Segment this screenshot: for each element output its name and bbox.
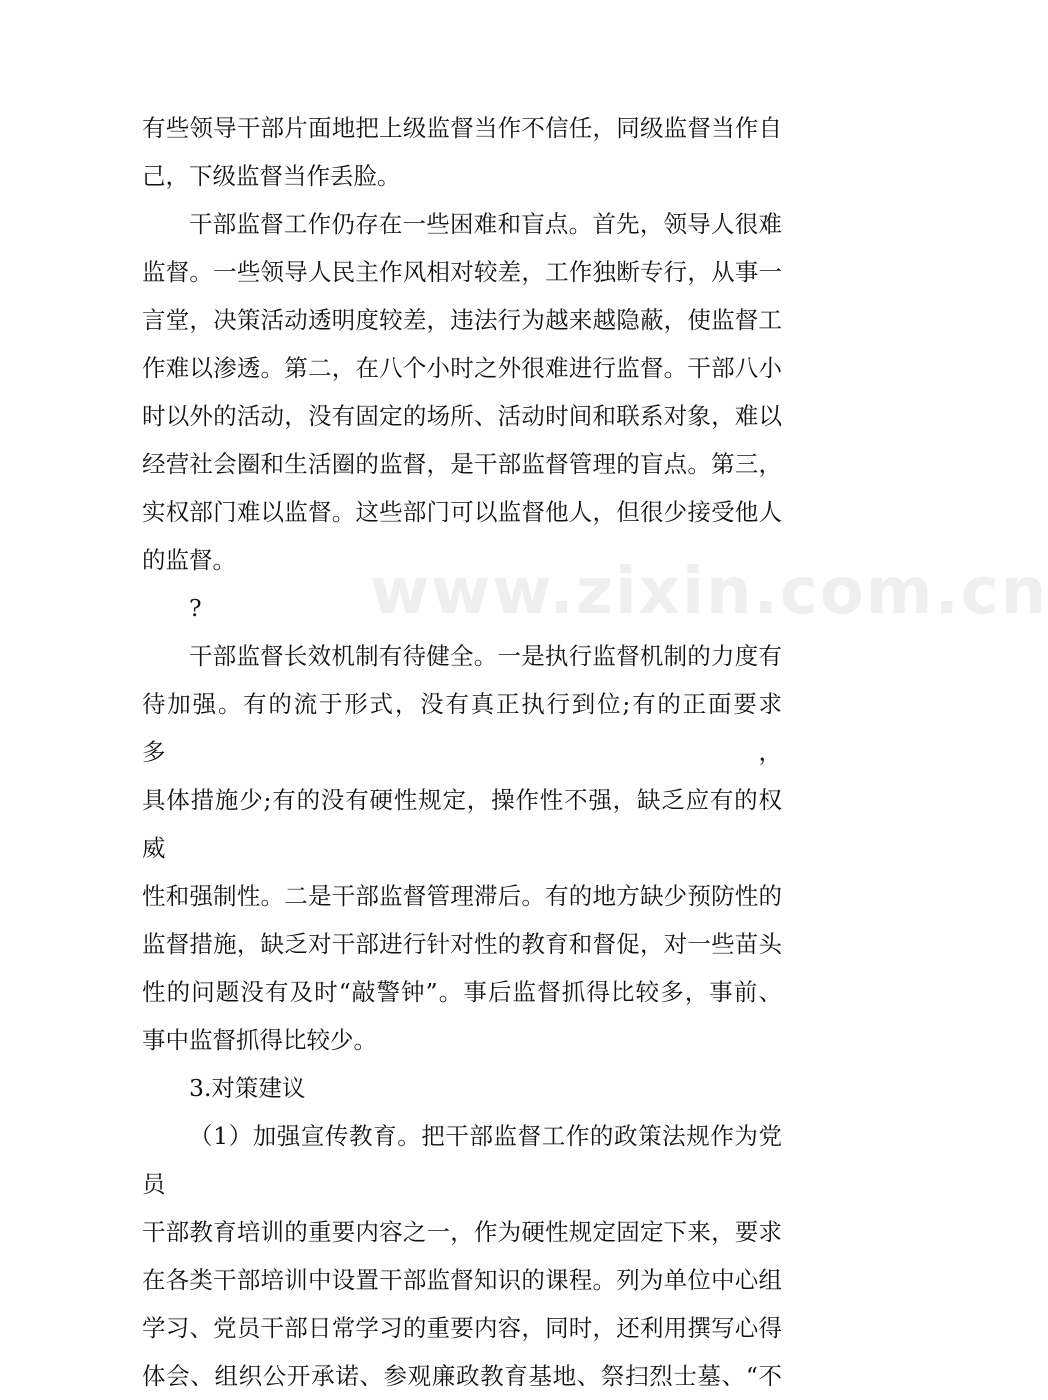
document-body (142, 104, 782, 1400)
text-line: 监督。一些领导人民主作风相对较差，工作独断专行，从事一 (142, 258, 782, 286)
text-line: 作难以渗透。第二，在八个小时之外很难进行监督。干部八小 (142, 354, 782, 382)
paragraph-start-line: 干部监督长效机制有待健全。一是执行监督机制的力度有 (189, 642, 782, 670)
text-line: 有些领导干部片面地把上级监督当作不信任，同级监督当作自 (142, 114, 782, 142)
text-line: 时以外的活动，没有固定的场所、活动时间和联系对象，难以 (142, 402, 782, 430)
text-line: 的监督。 (142, 546, 236, 574)
text-line: 实权部门难以监督。这些部门可以监督他人，但很少接受他人 (142, 498, 782, 526)
text-line: 监督措施，缺乏对干部进行针对性的教育和督促，对一些苗头 (142, 930, 782, 958)
text-line: 体会、组织公开承诺、参观廉政教育基地、祭扫烈士墓、“不 (142, 1362, 782, 1390)
text-line: 己，下级监督当作丢脸。 (142, 162, 401, 190)
text-line: 干部教育培训的重要内容之一，作为硬性规定固定下来，要求 (142, 1218, 782, 1246)
section-heading: 3.对策建议 (189, 1074, 306, 1102)
paragraph-start-line: （1）加强宣传教育。把干部监督工作的政策法规作为党员 (142, 1122, 782, 1198)
watermark: www.zixin.com.cn (370, 555, 1048, 629)
paragraph-start-line: 干部监督工作仍存在一些困难和盲点。首先，领导人很难 (189, 210, 782, 238)
text-line: 性和强制性。二是干部监督管理滞后。有的地方缺少预防性的 (142, 882, 782, 910)
text-line: 待加强。有的流于形式，没有真正执行到位;有的正面要求多， (142, 690, 782, 766)
text-line: 在各类干部培训中设置干部监督知识的课程。列为单位中心组 (142, 1266, 782, 1294)
text-line: 具体措施少;有的没有硬性规定，操作性不强，缺乏应有的权威 (142, 786, 782, 862)
text-line: 学习、党员干部日常学习的重要内容，同时，还利用撰写心得 (142, 1314, 782, 1342)
text-line: 经营社会圈和生活圈的监督，是干部监督管理的盲点。第三， (142, 450, 782, 478)
text-line: 事中监督抓得比较少。 (142, 1026, 377, 1054)
text-line: 性的问题没有及时“敲警钟”。事后监督抓得比较多，事前、 (142, 978, 782, 1006)
text-line: 言堂，决策活动透明度较差，违法行为越来越隐蔽，使监督工 (142, 306, 782, 334)
placeholder-mark: ? (189, 594, 202, 622)
